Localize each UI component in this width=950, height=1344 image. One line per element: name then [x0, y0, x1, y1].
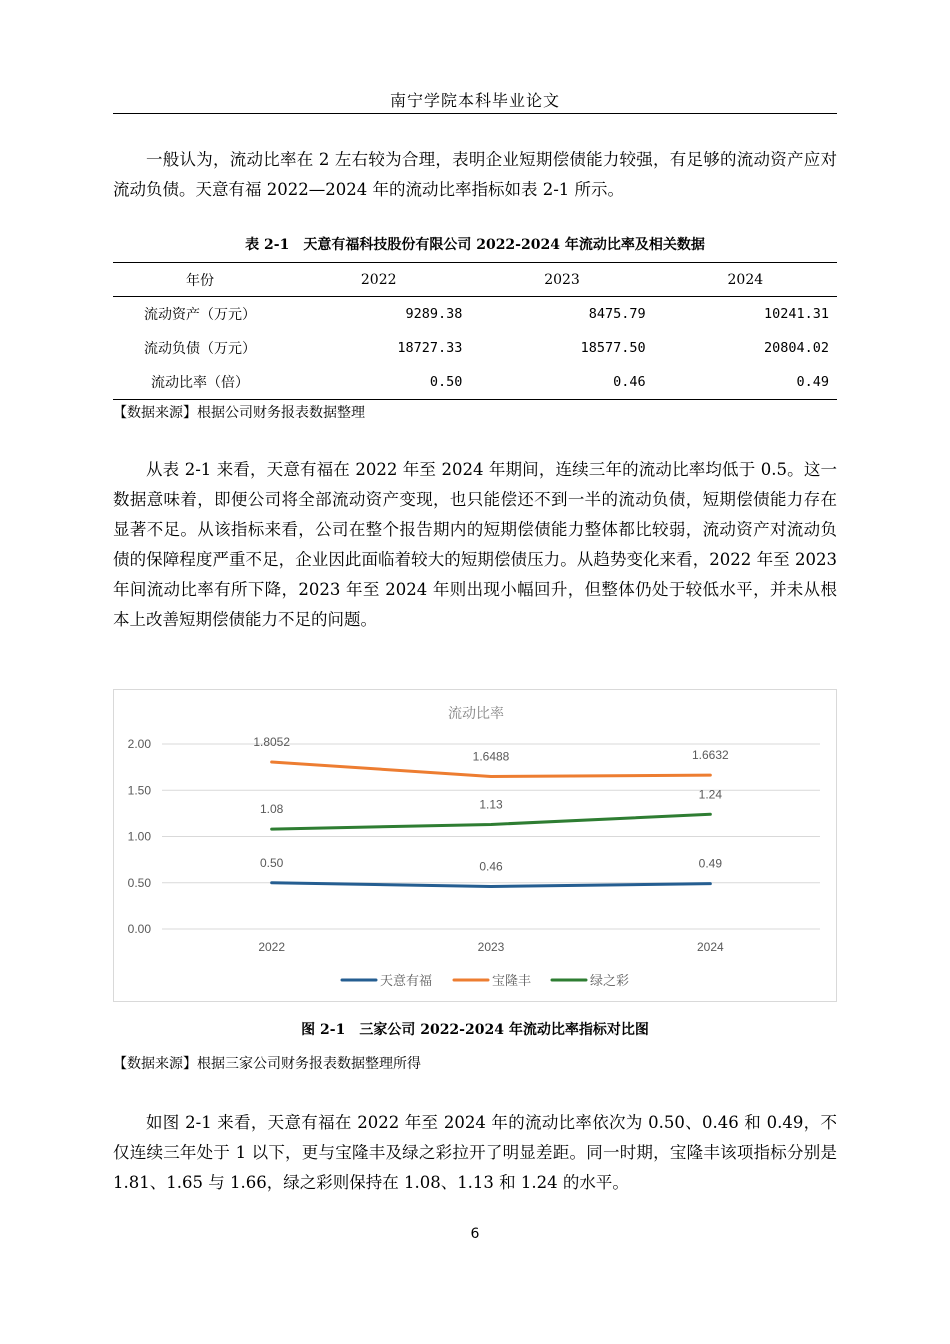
- table-row: [113, 331, 837, 365]
- table-cell: 9289.38: [405, 306, 463, 322]
- chart-title: 流动比率: [448, 705, 504, 721]
- data-label: 0.49: [698, 856, 723, 871]
- chart-container: [113, 689, 837, 1002]
- line-chart: [114, 690, 838, 1003]
- table-cell: 10241.31: [763, 306, 829, 322]
- legend-label: 宝隆丰: [492, 973, 532, 988]
- page-header-title: 南宁学院本科毕业论文: [389, 91, 560, 110]
- table-cell: 流动比率（倍）: [113, 365, 287, 400]
- table-cell: 流动负债（万元）: [144, 341, 257, 357]
- table-header-cell: 2024: [654, 263, 837, 297]
- data-label: 1.08: [259, 802, 284, 817]
- figure-caption: 图 2-1 三家公司 2022-2024 年流动比率指标对比图: [301, 1022, 649, 1038]
- legend-label: 绿之彩: [590, 973, 630, 988]
- table-cell: 18577.50: [580, 340, 646, 356]
- x-tick-label: 2022: [258, 940, 286, 954]
- table-cell: 0.49: [654, 365, 837, 400]
- table-cell: 8475.79: [588, 306, 646, 322]
- table-row: [113, 297, 837, 332]
- paragraph-analysis: 从表 2-1 来看，天意有福在 2022 年至 2024 年期间，连续三年的流动比率均低于 0.5。这一数据意味着，即便公司将全部流动资产变现，也只能偿还不到一半的流动负债，短期偿债能力存在显著不足。从该指标来看，公司在整个报告期内的短期偿债能力整体都比较弱，流动资产对流动负债的保障程度严重不足，企业因此面临着较大的短期偿债压力。从趋势变化来看，2022 年至 2023 年间流动比率有所下降，2023 年至 2024 年则出现小幅回升，但整体仍处于较低水平，并未从根本上改善短期偿债能力不足的问题。: [113, 460, 837, 629]
- table-row: [113, 365, 837, 400]
- paragraph-intro: 一般认为，流动比率在 2 左右较为合理，表明企业短期偿债能力较强，有足够的流动资产应对流动负债。天意有福 2022—2024 年的流动比率指标如表 2-1 所示。: [113, 150, 837, 199]
- table-cell: 0.46: [470, 365, 653, 400]
- x-tick-label: 2024: [696, 940, 724, 954]
- data-label: 1.6632: [691, 748, 729, 763]
- y-tick-label: 2.00: [127, 737, 151, 751]
- y-tick-label: 0.00: [127, 922, 151, 936]
- table-cell: 18727.33: [397, 340, 463, 356]
- data-label: 1.8052: [253, 735, 291, 750]
- table-source-note: 【数据来源】根据公司财务报表数据整理: [113, 405, 365, 421]
- current-ratio-table: [113, 262, 837, 400]
- data-label: 1.13: [479, 797, 503, 812]
- page-number: 6: [470, 1226, 480, 1242]
- y-tick-label: 0.50: [127, 875, 151, 890]
- table-header-cell: 2022: [287, 263, 470, 297]
- table-caption: 表 2-1 天意有福科技股份有限公司 2022-2024 年流动比率及相关数据: [245, 237, 705, 253]
- data-label: 1.24: [698, 787, 723, 802]
- y-tick-label: 1.00: [127, 829, 151, 844]
- table-cell: 20804.02: [763, 340, 829, 356]
- header-divider: [113, 113, 837, 114]
- legend-label: 天意有福: [380, 973, 433, 988]
- data-label: 0.46: [479, 859, 503, 874]
- table-header-row: [113, 263, 837, 297]
- paragraph-comparison: 如图 2-1 来看，天意有福在 2022 年至 2024 年的流动比率依次为 0.50、0.46 和 0.49，不仅连续三年处于 1 以下，更与宝隆丰及绿之彩拉开了明显差距。同一时期，宝隆丰该项指标分别是 1.81、1.65 与 1.66，绿之彩则保持在 1.08、1.13 和 1.24 的水平。: [113, 1113, 837, 1192]
- table-header-cell: 2023: [470, 263, 653, 297]
- table-header-cell: 年份: [113, 263, 287, 297]
- series-line-1: [272, 883, 711, 887]
- table-cell: 0.50: [287, 365, 470, 400]
- series-line-3: [272, 814, 711, 829]
- series-line-2: [272, 762, 711, 776]
- data-label: 1.6488: [472, 749, 510, 764]
- data-label: 0.50: [259, 855, 284, 870]
- y-tick-label: 1.50: [127, 783, 151, 798]
- x-tick-label: 2023: [477, 940, 505, 954]
- table-cell: 流动资产（万元）: [144, 307, 257, 323]
- figure-source-note: 【数据来源】根据三家公司财务报表数据整理所得: [113, 1056, 421, 1072]
